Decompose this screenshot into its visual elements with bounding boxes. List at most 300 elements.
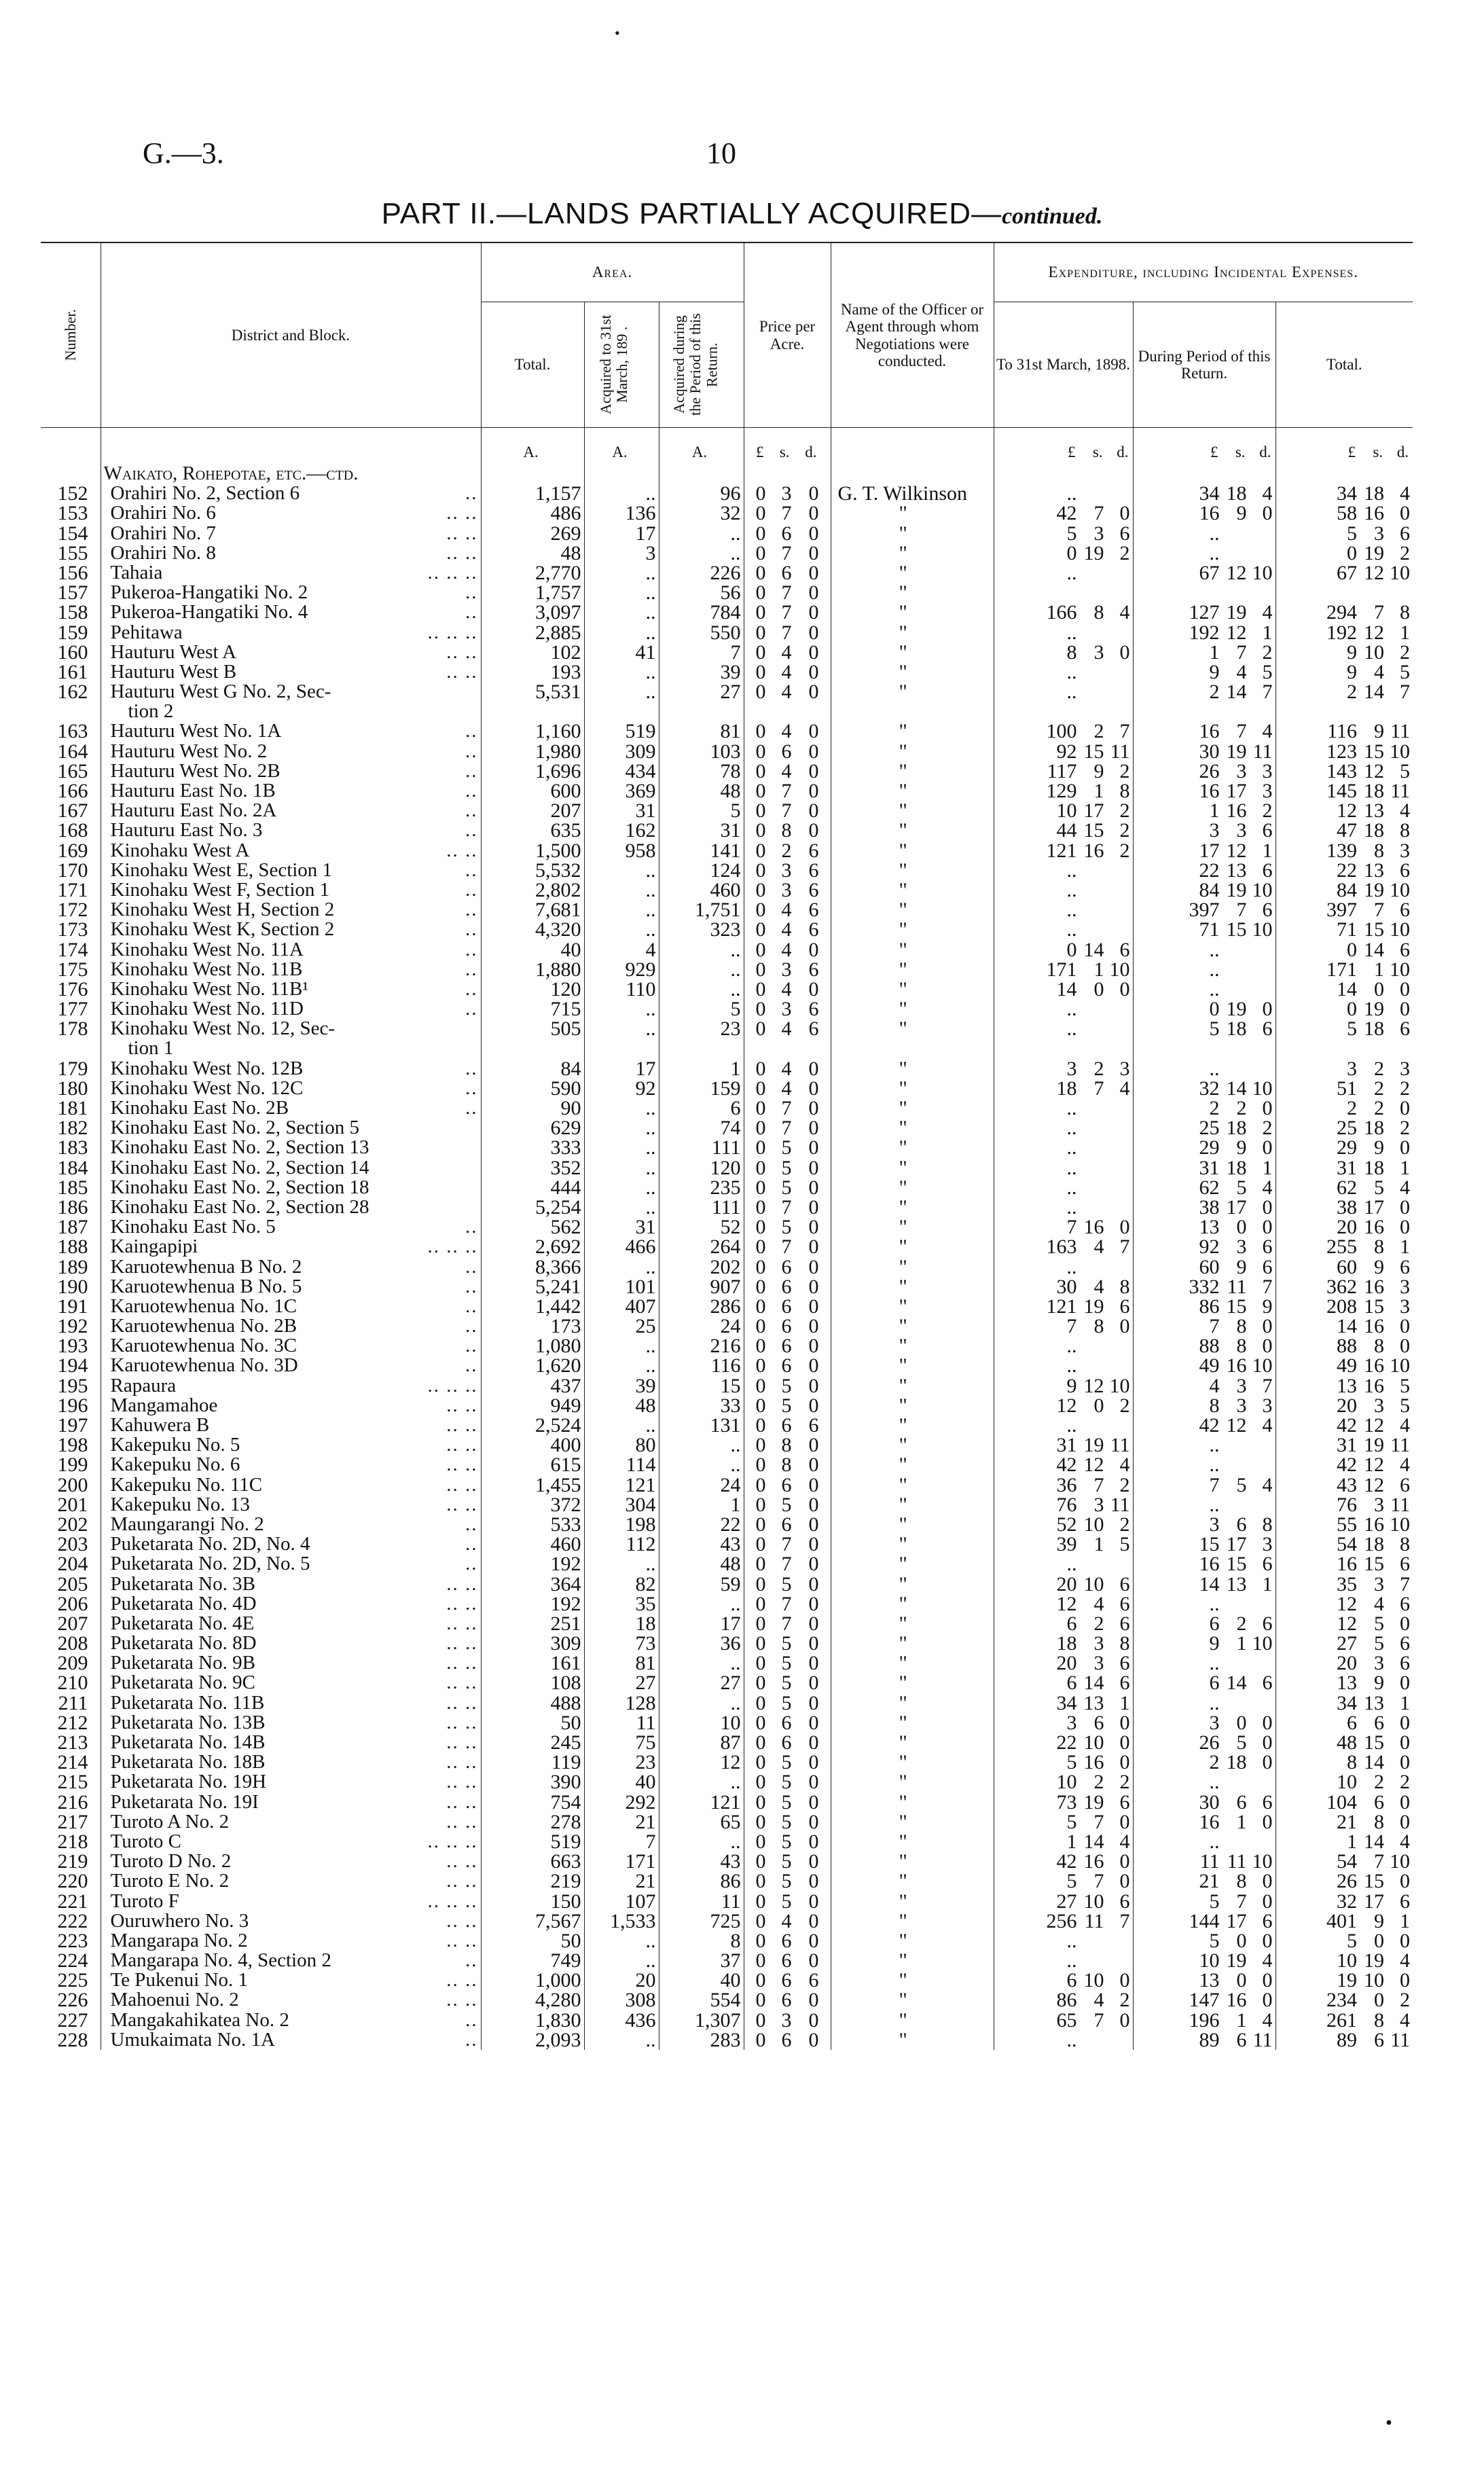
area-total: 108 bbox=[481, 1673, 584, 1693]
price-per-acre-shillings: 5 bbox=[781, 1811, 792, 1832]
expenditure-total bbox=[1275, 682, 1413, 702]
expenditure-during-period bbox=[1133, 1515, 1275, 1534]
expenditure-during-period-pence bbox=[1247, 1772, 1273, 1792]
expenditure-to-31st-pence: 11 bbox=[1110, 1435, 1130, 1456]
col-area-header: Area. bbox=[481, 242, 744, 302]
expenditure-during-period-pence bbox=[1247, 1653, 1273, 1673]
expenditure-total-shillings: 5 bbox=[1374, 1177, 1385, 1197]
price-per-acre-pence: 6 bbox=[808, 1970, 819, 1991]
price-per-acre-pounds: 0 bbox=[755, 503, 766, 524]
expenditure-during-period-pounds: 14 bbox=[1199, 1574, 1220, 1594]
expenditure-during-period bbox=[1133, 1098, 1275, 1118]
expenditure-total-pence: 4 bbox=[1400, 1415, 1411, 1436]
expenditure-to-31st-shillings: 16 bbox=[1083, 840, 1104, 861]
expenditure-to-31st-pounds: 86 bbox=[1056, 1990, 1077, 2010]
expenditure-total-shillings: 18 bbox=[1364, 1118, 1385, 1138]
area-acquired-to: .. bbox=[584, 861, 659, 880]
expenditure-to-31st bbox=[994, 1832, 1133, 1852]
expenditure-total-shillings: 4 bbox=[1374, 662, 1385, 683]
district-name: Puketarata No. 4D bbox=[110, 1593, 257, 1614]
district-block bbox=[101, 1039, 481, 1058]
expenditure-total-pence: 4 bbox=[1400, 1951, 1411, 1971]
expenditure-to-31st bbox=[994, 960, 1133, 979]
col-price-header: Price per Acre. bbox=[744, 242, 831, 428]
district-block bbox=[101, 623, 481, 643]
expenditure-total-pounds: 31 bbox=[1337, 1435, 1358, 1456]
price-per-acre-pounds: 0 bbox=[755, 583, 766, 603]
area-total: 40 bbox=[481, 940, 584, 960]
district-block bbox=[101, 1277, 481, 1297]
price-per-acre-shillings: 4 bbox=[781, 682, 792, 702]
area-acquired-to: 81 bbox=[584, 1653, 659, 1673]
price-per-acre-shillings: 7 bbox=[781, 1197, 792, 1218]
col-exp-total-header: Total. bbox=[1275, 302, 1413, 428]
expenditure-during-period-pounds: 7 bbox=[1209, 1475, 1220, 1495]
expenditure-to-31st bbox=[994, 1931, 1133, 1951]
area-acquired-to: .. bbox=[584, 662, 659, 682]
expenditure-to-31st-shillings bbox=[1077, 900, 1104, 920]
expenditure-total-shillings: 2 bbox=[1374, 1772, 1385, 1792]
expenditure-total-pence: 6 bbox=[1400, 1019, 1411, 1039]
expenditure-total bbox=[1275, 861, 1413, 880]
leader-dots: .. .. bbox=[446, 840, 478, 861]
expenditure-during-period bbox=[1133, 1019, 1275, 1039]
expenditure-during-period-pounds: 5 bbox=[1209, 1891, 1220, 1911]
officer-name: " bbox=[831, 1396, 994, 1415]
officer-name: " bbox=[831, 1059, 994, 1079]
expenditure-during-period-shillings: 15 bbox=[1226, 1296, 1247, 1317]
expenditure-total-shillings: 12 bbox=[1364, 761, 1385, 781]
row-number: 176 bbox=[57, 979, 88, 1000]
expenditure-total bbox=[1275, 1812, 1413, 1832]
district-block bbox=[101, 1594, 481, 1614]
expenditure-during-period-pence: 6 bbox=[1262, 1257, 1273, 1277]
expenditure-to-31st-pence bbox=[1104, 1019, 1130, 1039]
table-row bbox=[41, 1653, 1413, 1673]
expenditure-to-31st-pounds: .. bbox=[1066, 1951, 1077, 1971]
area-acquired-during: .. bbox=[659, 543, 744, 563]
area-total bbox=[481, 1039, 584, 1058]
row-number: 170 bbox=[57, 860, 88, 880]
leader-dots: .. bbox=[465, 721, 478, 742]
expenditure-to-31st-shillings: 3 bbox=[1093, 1653, 1104, 1674]
officer-name: " bbox=[831, 1277, 994, 1297]
expenditure-during-period-pence: 4 bbox=[1262, 1951, 1273, 1971]
leader-dots: .. bbox=[465, 1514, 478, 1535]
expenditure-to-31st bbox=[994, 861, 1133, 880]
expenditure-to-31st-shillings: 1 bbox=[1093, 1534, 1104, 1555]
district-block bbox=[101, 841, 481, 861]
expenditure-to-31st-pence bbox=[1104, 1951, 1130, 1970]
expenditure-to-31st-pence: 4 bbox=[1119, 1455, 1130, 1475]
leader-dots: .. .. bbox=[446, 1435, 478, 1456]
row-number: 172 bbox=[57, 900, 88, 920]
expenditure-during-period-shillings: 18 bbox=[1226, 1157, 1247, 1178]
expenditure-total bbox=[1275, 1574, 1413, 1594]
district-name: Hauturu West No. 2 bbox=[110, 741, 268, 761]
expenditure-during-period-pounds: .. bbox=[1209, 1058, 1220, 1079]
price-per-acre bbox=[744, 1772, 831, 1792]
area-acquired-to: 7 bbox=[584, 1832, 659, 1852]
district-block bbox=[101, 503, 481, 523]
area-total: 2,885 bbox=[481, 623, 584, 643]
expenditure-to-31st-pounds: .. bbox=[1066, 880, 1077, 901]
area-total: 90 bbox=[481, 1098, 584, 1118]
row-number: 175 bbox=[57, 959, 88, 979]
expenditure-total-shillings: 16 bbox=[1364, 1276, 1385, 1297]
leader-dots: .. bbox=[465, 1276, 478, 1297]
expenditure-total-pounds: 43 bbox=[1337, 1475, 1358, 1495]
expenditure-total-shillings: 12 bbox=[1364, 1455, 1385, 1475]
price-per-acre bbox=[744, 900, 831, 920]
expenditure-to-31st bbox=[994, 900, 1133, 920]
area-total: 4,320 bbox=[481, 920, 584, 939]
expenditure-during-period-pounds: 22 bbox=[1199, 860, 1220, 880]
expenditure-total-pence: 4 bbox=[1400, 2010, 1411, 2030]
price-per-acre-shillings: 6 bbox=[781, 1336, 792, 1356]
expenditure-total-pence: 6 bbox=[1400, 900, 1411, 920]
unit-lsd-price bbox=[744, 428, 831, 465]
expenditure-to-31st-pence: 11 bbox=[1110, 1494, 1130, 1515]
expenditure-total-shillings: 6 bbox=[1374, 1712, 1385, 1733]
district-block bbox=[101, 1019, 481, 1039]
expenditure-during-period-pounds: 16 bbox=[1199, 781, 1220, 801]
expenditure-during-period-pence: 0 bbox=[1262, 1970, 1273, 1991]
expenditure-during-period-pence: 7 bbox=[1262, 682, 1273, 702]
expenditure-to-31st bbox=[994, 1911, 1133, 1931]
table-row bbox=[41, 1752, 1413, 1772]
table-row bbox=[41, 1098, 1413, 1118]
price-per-acre-pence: 0 bbox=[808, 1574, 819, 1594]
area-acquired-to: 80 bbox=[584, 1435, 659, 1455]
expenditure-during-period-pence: 6 bbox=[1262, 1673, 1273, 1693]
expenditure-total-pence: 11 bbox=[1390, 781, 1411, 801]
expenditure-during-period bbox=[1133, 979, 1275, 999]
expenditure-during-period-shillings bbox=[1220, 1059, 1247, 1079]
expenditure-total-pence: 1 bbox=[1400, 1237, 1411, 1257]
expenditure-to-31st-pence bbox=[1104, 920, 1130, 939]
expenditure-to-31st-pence bbox=[1104, 1931, 1130, 1951]
expenditure-total bbox=[1275, 1316, 1413, 1336]
expenditure-total bbox=[1275, 1653, 1413, 1673]
expenditure-during-period-pence: 0 bbox=[1262, 1336, 1273, 1356]
price-per-acre-shillings: 4 bbox=[781, 1058, 792, 1079]
expenditure-during-period-pounds: 16 bbox=[1199, 1554, 1220, 1574]
expenditure-total-pence: 11 bbox=[1390, 2030, 1411, 2050]
price-per-acre bbox=[744, 2030, 831, 2050]
price-per-acre-pounds: 0 bbox=[755, 662, 766, 683]
expenditure-to-31st-pounds: .. bbox=[1066, 622, 1077, 643]
table-row bbox=[41, 1118, 1413, 1138]
price-per-acre-pence: 0 bbox=[808, 1852, 819, 1872]
expenditure-total-pence: 10 bbox=[1390, 741, 1411, 761]
expenditure-during-period-pence bbox=[1247, 1594, 1273, 1614]
expenditure-to-31st bbox=[994, 1653, 1133, 1673]
expenditure-to-31st-shillings: 15 bbox=[1083, 820, 1104, 841]
officer-name: " bbox=[831, 861, 994, 880]
expenditure-during-period bbox=[1133, 880, 1275, 900]
district-name: tion 2 bbox=[128, 702, 174, 722]
expenditure-during-period-shillings: 1 bbox=[1236, 1634, 1247, 1654]
officer-name: " bbox=[831, 1574, 994, 1594]
area-acquired-during: 39 bbox=[659, 662, 744, 682]
officer-name: " bbox=[831, 2030, 994, 2050]
expenditure-to-31st-shillings bbox=[1077, 563, 1104, 583]
expenditure-to-31st-shillings: 6 bbox=[1093, 1712, 1104, 1733]
table-row bbox=[41, 1475, 1413, 1495]
price-per-acre-pounds: 0 bbox=[755, 1098, 766, 1119]
district-name: Hauturu West No. 1A bbox=[110, 721, 282, 742]
area-acquired-during: .. bbox=[659, 524, 744, 543]
expenditure-total bbox=[1275, 1733, 1413, 1752]
price-per-acre-pounds: 0 bbox=[755, 1435, 766, 1456]
expenditure-total-pounds: 1 bbox=[1347, 1831, 1358, 1852]
expenditure-to-31st-pounds: 3 bbox=[1066, 1058, 1077, 1079]
row-number: 174 bbox=[57, 939, 88, 960]
area-total: 102 bbox=[481, 643, 584, 662]
area-acquired-to: .. bbox=[584, 1356, 659, 1375]
expenditure-total bbox=[1275, 543, 1413, 563]
area-acquired-to: 48 bbox=[584, 1396, 659, 1415]
expenditure-total-pounds: 55 bbox=[1337, 1514, 1358, 1535]
table-row bbox=[41, 2010, 1413, 2030]
district-block bbox=[101, 543, 481, 563]
expenditure-during-period-pence: 6 bbox=[1262, 1237, 1273, 1257]
price-per-acre bbox=[744, 1138, 831, 1157]
price-per-acre-pence: 0 bbox=[808, 1831, 819, 1852]
expenditure-total bbox=[1275, 1594, 1413, 1614]
price-per-acre-shillings: 6 bbox=[781, 1712, 792, 1733]
expenditure-total-shillings: 18 bbox=[1364, 781, 1385, 801]
area-acquired-to: 18 bbox=[584, 1614, 659, 1634]
area-acquired-during: 554 bbox=[659, 1990, 744, 2010]
expenditure-to-31st-pence: 6 bbox=[1119, 1653, 1130, 1674]
area-acquired-to: 101 bbox=[584, 1277, 659, 1297]
area-acquired-during: 37 bbox=[659, 1951, 744, 1970]
price-per-acre-shillings: 5 bbox=[781, 1792, 792, 1812]
officer-name: " bbox=[831, 1911, 994, 1931]
unit-pounds: £ bbox=[1210, 444, 1218, 461]
expenditure-total-shillings: 16 bbox=[1364, 1356, 1385, 1376]
price-per-acre-shillings: 6 bbox=[781, 1415, 792, 1436]
expenditure-during-period-shillings bbox=[1220, 1653, 1247, 1673]
expenditure-to-31st-pounds: .. bbox=[1066, 1118, 1077, 1138]
district-name: Kinohaku West No. 12C bbox=[110, 1078, 304, 1098]
expenditure-during-period bbox=[1133, 1713, 1275, 1733]
price-per-acre bbox=[744, 761, 831, 781]
price-per-acre-pence: 0 bbox=[808, 662, 819, 683]
expenditure-to-31st bbox=[994, 1970, 1133, 1990]
price-per-acre-pounds: 0 bbox=[755, 1970, 766, 1991]
expenditure-to-31st-pence: 2 bbox=[1119, 1395, 1130, 1415]
price-per-acre-shillings: 6 bbox=[781, 1356, 792, 1376]
table-row bbox=[41, 1792, 1413, 1812]
area-acquired-during: .. bbox=[659, 1594, 744, 1614]
expenditure-to-31st bbox=[994, 940, 1133, 960]
price-per-acre-pounds: 0 bbox=[755, 1574, 766, 1594]
expenditure-during-period-pounds: 13 bbox=[1199, 1970, 1220, 1991]
area-acquired-during: .. bbox=[659, 1435, 744, 1455]
price-per-acre-pence: 6 bbox=[808, 959, 819, 979]
district-block bbox=[101, 1515, 481, 1534]
part-title-continued: continued. bbox=[1002, 204, 1103, 229]
price-per-acre-shillings: 5 bbox=[781, 1138, 792, 1158]
expenditure-to-31st bbox=[994, 1237, 1133, 1257]
leader-dots: .. .. bbox=[446, 1811, 478, 1832]
area-acquired-to: 519 bbox=[584, 721, 659, 741]
leader-dots: .. bbox=[465, 1356, 478, 1376]
expenditure-to-31st bbox=[994, 1495, 1133, 1515]
leader-dots: .. bbox=[465, 900, 478, 920]
expenditure-to-31st bbox=[994, 2030, 1133, 2050]
district-name: Turoto E No. 2 bbox=[110, 1871, 230, 1892]
leader-dots: .. .. .. bbox=[427, 1831, 478, 1852]
unit-pence: d. bbox=[1117, 444, 1129, 461]
officer-name: " bbox=[831, 1178, 994, 1197]
district-name: Hauturu West No. 2B bbox=[110, 761, 280, 781]
district-block bbox=[101, 1871, 481, 1891]
officer-name: " bbox=[831, 1534, 994, 1554]
expenditure-total-pence: 1 bbox=[1400, 1911, 1411, 1931]
price-per-acre-shillings: 5 bbox=[781, 1871, 792, 1892]
leader-dots: .. .. .. bbox=[427, 1237, 478, 1257]
price-per-acre-shillings: 5 bbox=[781, 1157, 792, 1178]
expenditure-to-31st-pounds: 8 bbox=[1066, 642, 1077, 662]
area-acquired-during: 7 bbox=[659, 643, 744, 662]
area-total: 245 bbox=[481, 1733, 584, 1752]
area-acquired-during: 23 bbox=[659, 1019, 744, 1039]
price-per-acre-pounds: 0 bbox=[755, 1296, 766, 1317]
area-acquired-during: 10 bbox=[659, 1713, 744, 1733]
price-per-acre-pounds: 0 bbox=[755, 1831, 766, 1852]
expenditure-during-period bbox=[1133, 682, 1275, 702]
area-acquired-during: 59 bbox=[659, 1574, 744, 1594]
expenditure-during-period-pence: 4 bbox=[1262, 1415, 1273, 1436]
expenditure-to-31st-shillings: 10 bbox=[1083, 1514, 1104, 1535]
expenditure-to-31st-pence bbox=[1104, 682, 1130, 702]
expenditure-to-31st-pence: 0 bbox=[1119, 1752, 1130, 1773]
expenditure-during-period-pounds: 332 bbox=[1189, 1276, 1220, 1297]
expenditure-total-shillings: 5 bbox=[1374, 1613, 1385, 1634]
expenditure-during-period-pence bbox=[1247, 960, 1273, 979]
expenditure-to-31st-shillings: 2 bbox=[1093, 1772, 1104, 1792]
price-per-acre-pence: 0 bbox=[808, 1217, 819, 1238]
area-acquired-during: 5 bbox=[659, 801, 744, 820]
expenditure-total-pence: 0 bbox=[1400, 1752, 1411, 1773]
expenditure-total bbox=[1275, 1138, 1413, 1157]
district-block bbox=[101, 1970, 481, 1990]
expenditure-total-pounds: 362 bbox=[1326, 1276, 1358, 1297]
row-number: 205 bbox=[57, 1574, 88, 1594]
expenditure-to-31st bbox=[994, 1614, 1133, 1634]
expenditure-to-31st-shillings: 2 bbox=[1093, 721, 1104, 742]
expenditure-total-shillings: 8 bbox=[1374, 1237, 1385, 1257]
district-name: Orahiri No. 7 bbox=[110, 523, 216, 543]
expenditure-to-31st-shillings: 9 bbox=[1093, 761, 1104, 781]
expenditure-total-shillings: 7 bbox=[1374, 1852, 1385, 1872]
district-block bbox=[101, 721, 481, 741]
area-acquired-during: 31 bbox=[659, 820, 744, 840]
area-acquired-during: 286 bbox=[659, 1297, 744, 1316]
area-acquired-during: .. bbox=[659, 1693, 744, 1713]
expenditure-total bbox=[1275, 1554, 1413, 1574]
expenditure-total bbox=[1275, 1079, 1413, 1098]
expenditure-during-period-pence: 2 bbox=[1262, 642, 1273, 662]
officer-name: " bbox=[831, 1772, 994, 1792]
row-number: 155 bbox=[57, 543, 88, 563]
district-name: Kinohaku East No. 2B bbox=[110, 1098, 289, 1119]
expenditure-during-period-shillings: 5 bbox=[1236, 1177, 1247, 1197]
expenditure-total bbox=[1275, 2030, 1413, 2050]
expenditure-to-31st bbox=[994, 1852, 1133, 1871]
expenditure-to-31st-pounds: 31 bbox=[1056, 1435, 1077, 1456]
expenditure-during-period bbox=[1133, 1415, 1275, 1435]
area-total: 754 bbox=[481, 1792, 584, 1812]
expenditure-total-shillings: 13 bbox=[1364, 860, 1385, 880]
expenditure-during-period-shillings bbox=[1220, 1455, 1247, 1475]
officer-name: " bbox=[831, 682, 994, 702]
expenditure-during-period-pounds: 144 bbox=[1189, 1911, 1220, 1931]
expenditure-to-31st bbox=[994, 623, 1133, 643]
price-per-acre-pence: 0 bbox=[808, 2010, 819, 2030]
expenditure-total-pounds: 14 bbox=[1337, 1316, 1358, 1337]
district-block bbox=[101, 1455, 481, 1475]
leader-dots: .. .. bbox=[446, 1455, 478, 1475]
leader-dots: .. bbox=[465, 959, 478, 979]
area-acquired-to: .. bbox=[584, 1554, 659, 1574]
price-per-acre-shillings: 7 bbox=[781, 622, 792, 643]
expenditure-total-pence: 0 bbox=[1400, 1197, 1411, 1218]
officer-name: " bbox=[831, 920, 994, 939]
expenditure-total-pounds: 10 bbox=[1337, 1772, 1358, 1792]
expenditure-during-period-shillings: 6 bbox=[1236, 1792, 1247, 1812]
district-name: Mahoenui No. 2 bbox=[110, 1990, 239, 2010]
expenditure-total-pounds: 294 bbox=[1326, 602, 1358, 623]
district-block bbox=[101, 1792, 481, 1812]
area-total: 192 bbox=[481, 1594, 584, 1614]
area-total: 1,160 bbox=[481, 721, 584, 741]
expenditure-total-pounds: 0 bbox=[1347, 939, 1358, 960]
expenditure-during-period-shillings bbox=[1220, 1832, 1247, 1852]
area-acquired-during: 48 bbox=[659, 1554, 744, 1574]
district-block bbox=[101, 1475, 481, 1495]
price-per-acre-shillings: 4 bbox=[781, 939, 792, 960]
expenditure-during-period bbox=[1133, 563, 1275, 583]
table-row bbox=[41, 820, 1413, 840]
row-number bbox=[41, 702, 101, 721]
officer-name: " bbox=[831, 1990, 994, 2010]
district-name: Karuotewhenua No. 1C bbox=[110, 1296, 297, 1317]
price-per-acre-shillings: 3 bbox=[781, 860, 792, 880]
area-acquired-during: 1 bbox=[659, 1059, 744, 1079]
area-acquired-during: 202 bbox=[659, 1257, 744, 1277]
expenditure-to-31st bbox=[994, 702, 1133, 721]
table-row bbox=[41, 1871, 1413, 1891]
officer-name: " bbox=[831, 1614, 994, 1634]
expenditure-to-31st-pounds: .. bbox=[1066, 900, 1077, 920]
expenditure-total bbox=[1275, 1515, 1413, 1534]
expenditure-to-31st-pounds: 163 bbox=[1046, 1237, 1077, 1257]
expenditure-to-31st-pounds: 0 bbox=[1066, 543, 1077, 563]
expenditure-total-pounds: 26 bbox=[1337, 1871, 1358, 1892]
officer-name: " bbox=[831, 543, 994, 563]
expenditure-during-period-pounds: 34 bbox=[1199, 484, 1220, 504]
expenditure-during-period-shillings: 18 bbox=[1226, 1752, 1247, 1773]
expenditure-total-shillings: 12 bbox=[1364, 1475, 1385, 1495]
district-name: Turoto F bbox=[110, 1891, 179, 1911]
expenditure-during-period bbox=[1133, 1316, 1275, 1336]
expenditure-to-31st-pence: 8 bbox=[1119, 1276, 1130, 1297]
